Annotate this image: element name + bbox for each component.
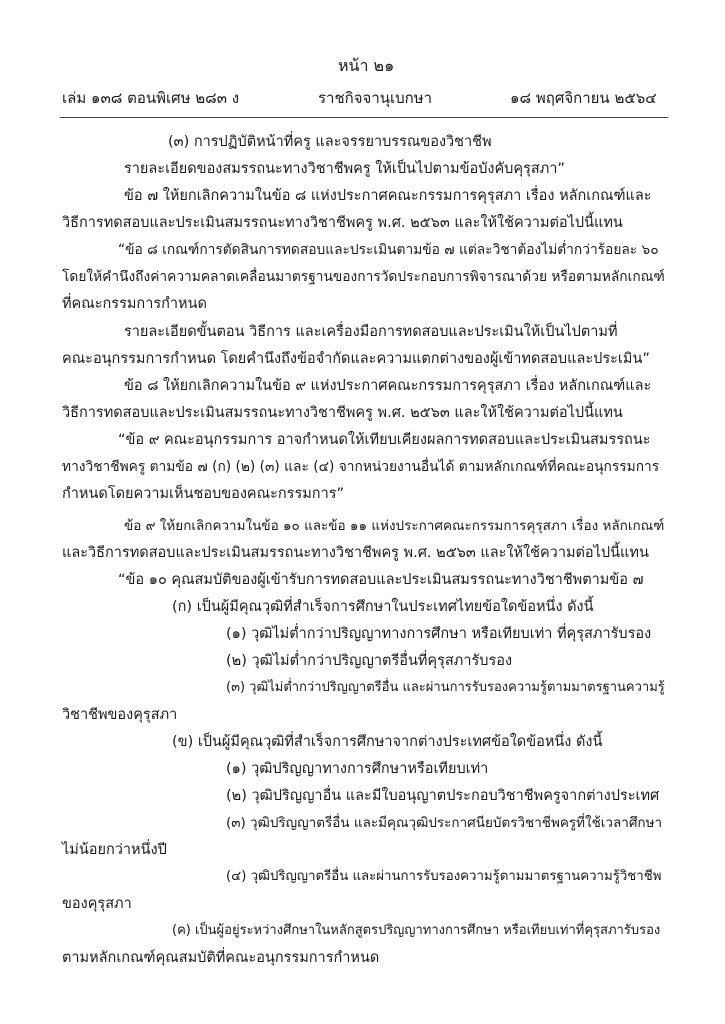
body-line: ตามหลักเกณฑ์คุณสมบัติที่คณะอนุกรรมการกำหนด	[62, 950, 380, 966]
body-line: คณะอนุกรรมการกำหนด โดยคำนึงถึงข้อจำกัดและความแตกต่างของผู้เข้าทดสอบและประเมิน”	[62, 351, 650, 367]
body-line: “ข้อ ๑๐ คุณสมบัติของผู้เข้ารับการทดสอบและประเมินสมรรถนะทางวิชาชีพตามข้อ ๗	[118, 572, 644, 588]
body-line: (๓) วุฒิไม่ต่ำกว่าปริญญาตรีอื่น และผ่านการรับรองความรู้ตามมาตรฐานความรู้	[226, 680, 665, 695]
body-line: และวิธีการทดสอบและประเมินสมรรถนะทางวิชาชีพครู พ.ศ. ๒๕๖๓ และให้ใช้ความต่อไปนี้แทน	[62, 545, 649, 561]
body-line: ทางวิชาชีพครู ตามข้อ ๗ (ก) (๒) (๓) และ (๔) จากหน่วยงานอื่นได้ ตามหลักเกณฑ์ที่คณะอนุกรรมการ	[62, 459, 660, 475]
body-line: ข้อ ๗ ให้ยกเลิกความในข้อ ๘ แห่งประกาศคณะกรรมการคุรุสภา เรื่อง หลักเกณฑ์และ	[124, 188, 652, 204]
body-line: “ข้อ ๙ คณะอนุกรรมการ อาจกำหนดให้เทียบเคียงผลการทดสอบและประเมินสมรรถนะ	[118, 432, 651, 448]
body-line: (ก) เป็นผู้มีคุณวุฒิที่สำเร็จการศึกษาในประเทศไทยข้อใดข้อหนึ่ง ดังนี้	[172, 599, 594, 615]
body-line: วิชาชีพของคุรุสภา	[62, 707, 178, 723]
body-line: (๑) วุฒิปริญญาทางการศึกษาหรือเทียบเท่า	[226, 761, 489, 777]
body-line: (๒) วุฒิปริญญาอื่น และมีใบอนุญาตประกอบวิชาชีพครูจากต่างประเทศ	[226, 788, 660, 804]
body-line: ข้อ ๙ ให้ยกเลิกความในข้อ ๑๐ และข้อ ๑๑ แห่งประกาศคณะกรรมการคุรุสภา เรื่อง หลักเกณฑ์	[124, 518, 665, 534]
header-divider	[60, 117, 668, 118]
body-line: “ข้อ ๘ เกณฑ์การตัดสินการทดสอบและประเมินตามข้อ ๗ แต่ละวิชาต้องไม่ต่ำกว่าร้อยละ ๖๐	[118, 242, 659, 258]
body-line: กำหนดโดยความเห็นชอบของคณะกรรมการ”	[62, 486, 345, 502]
publish-date: ๑๘ พฤศจิกายน ๒๕๖๔	[510, 89, 657, 107]
body-line: (๓) วุฒิปริญญาตรีอื่น และมีคุณวุฒิประกาศนียบัตรวิชาชีพครูที่ใช้เวลาศึกษา	[226, 815, 663, 831]
body-line: (ข) เป็นผู้มีคุณวุฒิที่สำเร็จการศึกษาจากต่างประเทศข้อใดข้อหนึ่ง ดังนี้	[172, 734, 603, 750]
body-line: รายละเอียดของสมรรถนะทางวิชาชีพครู ให้เป็นไปตามข้อบังคับคุรุสภา”	[124, 161, 565, 177]
body-line: ข้อ ๘ ให้ยกเลิกความในข้อ ๙ แห่งประกาศคณะกรรมการคุรุสภา เรื่อง หลักเกณฑ์และ	[124, 378, 652, 394]
body-line: (๒) วุฒิไม่ต่ำกว่าปริญญาตรีอื่นที่คุรุสภารับรอง	[226, 653, 513, 669]
body-line: วิธีการทดสอบและประเมินสมรรถนะทางวิชาชีพครู พ.ศ. ๒๕๖๓ และให้ใช้ความต่อไปนี้แทน	[62, 215, 623, 231]
body-line: รายละเอียดขั้นตอน วิธีการ และเครื่องมือการทดสอบและประเมินให้เป็นไปตามที่	[124, 324, 618, 340]
body-line: (๑) วุฒิไม่ต่ำกว่าปริญญาทางการศึกษา หรือเทียบเท่า ที่คุรุสภารับรอง	[226, 626, 652, 642]
gazette-name: ราชกิจจานุเบกษา	[318, 89, 433, 107]
body-line: (๓) การปฏิบัติหน้าที่ครู และจรรยาบรรณของวิชาชีพ	[168, 134, 492, 150]
page-number: หน้า ๒๑	[338, 56, 395, 75]
body-line: โดยให้คำนึงถึงค่าความคลาดเคลื่อนมาตรฐานของการวัดประกอบการพิจารณาด้วย หรือตามหลักเกณฑ์	[62, 269, 665, 285]
body-line: ไม่น้อยกว่าหนึ่งปี	[62, 842, 167, 858]
body-line: ของคุรุสภา	[62, 896, 132, 912]
body-line: (๔) วุฒิปริญญาตรีอื่น และผ่านการรับรองความรู้ตามมาตรฐานความรู้วิชาชีพ	[226, 869, 662, 884]
body-line: วิธีการทดสอบและประเมินสมรรถนะทางวิชาชีพครู พ.ศ. ๒๕๖๓ และให้ใช้ความต่อไปนี้แทน	[62, 405, 623, 421]
body-line: ที่คณะกรรมการกำหนด	[62, 296, 207, 312]
body-line: (ค) เป็นผู้อยู่ระหว่างศึกษาในหลักสูตรปริญญาทางการศึกษา หรือเทียบเท่าที่คุรุสภารับรอง	[172, 923, 661, 938]
volume-info: เล่ม ๑๓๘ ตอนพิเศษ ๒๘๓ ง	[62, 89, 240, 107]
